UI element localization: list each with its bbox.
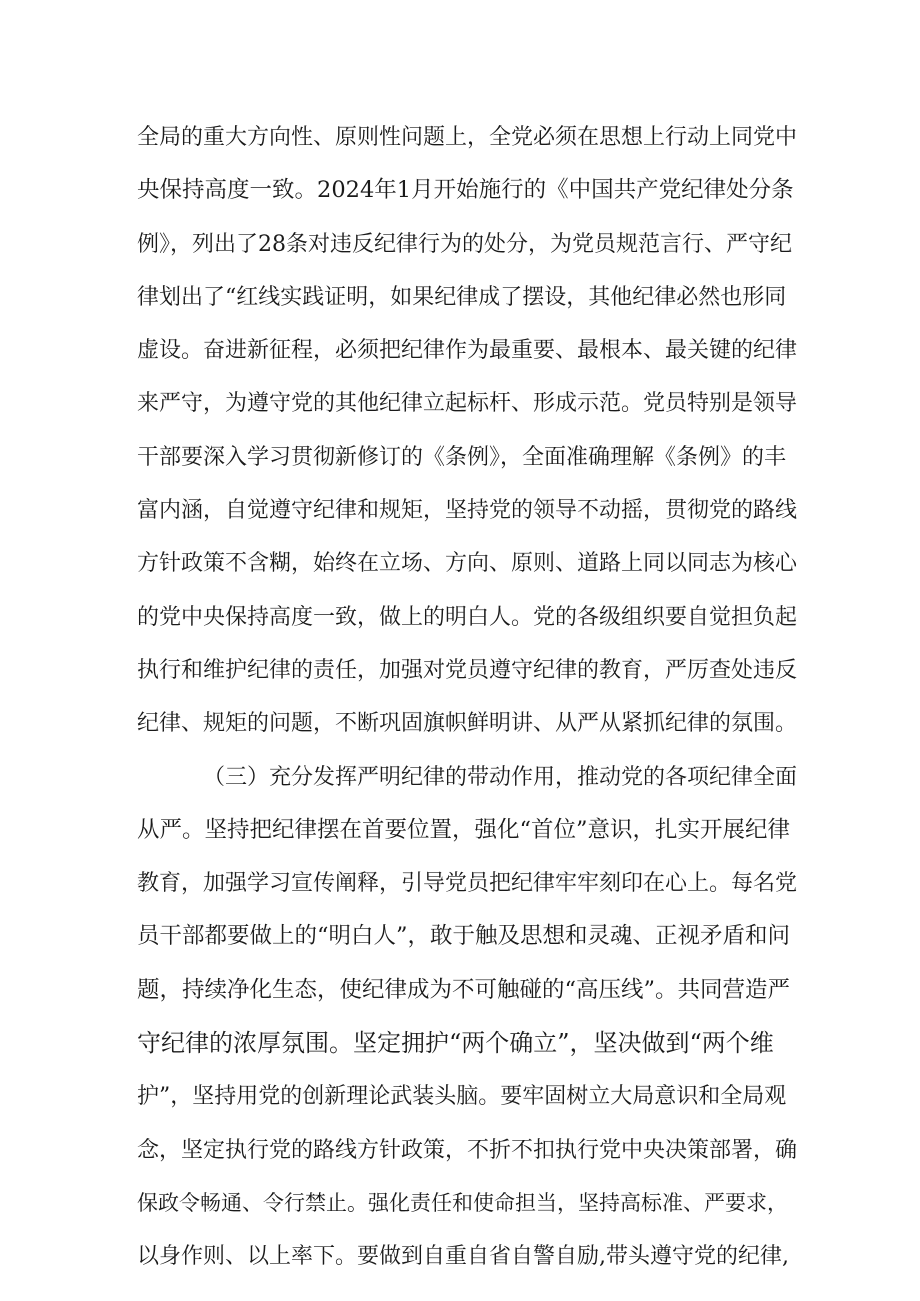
text-line: 方针政策不含糊，始终在立场、方向、原则、道路上同以同志为核心	[137, 551, 798, 577]
text-line: 例》，列出了28条对违反纪律行为的处分，为党员规范言行、严守纪	[137, 231, 792, 257]
text-line: 的党中央保持高度一致，做上的明白人。党的各级组织要自觉担负起	[137, 604, 798, 630]
text-line: 念，坚定执行党的路线方针政策，不折不扣执行党中央决策部署，确	[137, 1137, 798, 1163]
text-line: 保政令畅通、令行禁止。强化责任和使命担当，坚持高标准、严要求，	[137, 1190, 788, 1215]
text-line: 题，持续净化生态，使纪律成为不可触碰的“高压线”。共同营造严	[137, 976, 791, 1003]
text-line: 以身作则、以上率下。要做到自重自省自警自励,带头遵守党的纪律,	[137, 1244, 789, 1270]
text-line: 护”，坚持用党的创新理论武装头脑。要牢固树立大局意识和全局观	[137, 1084, 787, 1110]
text-line: 从严。坚持把纪律摆在首要位置，强化“首位”意识，扎实开展纪律	[137, 816, 791, 843]
text-line: 干部要深入学习贯彻新修订的《条例》，全面准确理解《条例》的丰	[137, 444, 787, 470]
text-line: 教育，加强学习宣传阐释，引导党员把纪律牢牢刻印在心上。每名党	[137, 871, 798, 897]
text-line: 全局的重大方向性、原则性问题上，全党必须在思想上行动上同党中	[137, 125, 798, 150]
text-line: 来严守，为遵守党的其他纪律立起标杆、形成示范。党员特别是领导	[137, 391, 798, 417]
text-line: 员干部都要做上的“明白人”，敢于触及思想和灵魂、正视矛盾和问	[137, 923, 791, 950]
text-line: 守纪律的浓厚氛围。坚定拥护“两个确立”，坚决做到“两个维	[137, 1029, 774, 1058]
text-line: 纪律、规矩的问题，不断巩固旗帜鲜明讲、从严从紧抓纪律的氛围。	[137, 711, 798, 737]
text-line: 富内涵，自觉遵守纪律和规矩，坚持党的领导不动摇，贯彻党的路线	[137, 498, 798, 524]
text-line: 执行和维护纪律的责任，加强对党员遵守纪律的教育，严厉查处违反	[137, 657, 798, 683]
section-heading-line: （三）充分发挥严明纪律的带动作用，推动党的各项纪律全面	[203, 764, 798, 790]
text-line: 虚设。奋进新征程，必须把纪律作为最重要、最根本、最关键的纪律	[137, 338, 798, 364]
text-line: 央保持高度一致。2024年1月开始施行的《中国共产党纪律处分条	[137, 177, 794, 204]
text-line: 律划出了“红线实践证明，如果纪律成了摆设，其他纪律必然也形同	[137, 284, 787, 310]
body-text	[137, 111, 797, 1284]
